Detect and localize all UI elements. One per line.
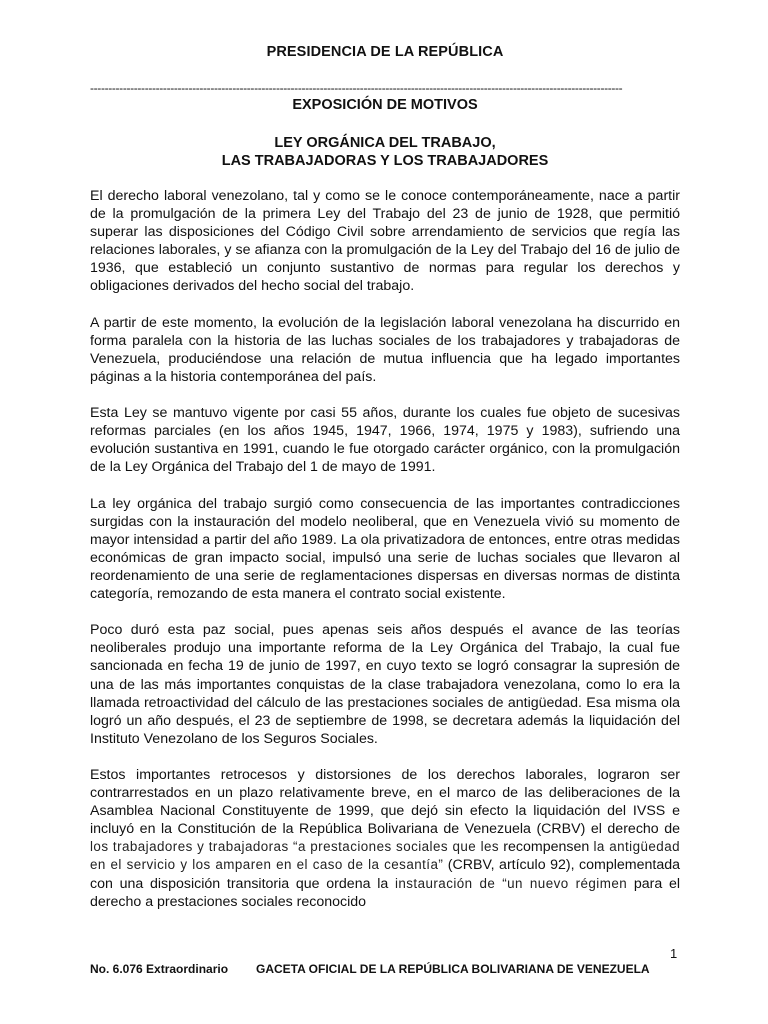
law-title-line-2: LAS TRABAJADORAS Y LOS TRABAJADORES xyxy=(221,153,549,169)
paragraph-1: El derecho laboral venezolano, tal y como se le conoce contemporáneamente, nace a partir de la promulgación de la primera Ley del Trabajo del 23 de junio de 1928, que permitió superar las disposiciones del Código Civil sobre arrendamiento de servicios que regía las relaciones laborales, y se afianza con la promulgación de la Ley del Trabajo del 16 de julio de 1936, que estableció un conjunto sustantivo de normas para regular los derechos y obligaciones derivados del hecho social del trabajo. xyxy=(90,188,680,295)
paragraph-6-part-a: Estos importantes retrocesos y distorsiones de los derechos laborales, lograron ser contrarrestados en un plazo relativamente breve, en el marco de las deliberaciones de la Asamblea Nacional Constituyente de 1999, que dejó sin efecto la liquidación del IVSS e incluyó en la Constitución de la República Bolivariana de Venezuela (CRBV) el derecho de xyxy=(90,767,680,838)
paragraph-6-quote-1: los trabajadores y trabajadoras “a prestaciones sociales que les xyxy=(90,839,500,855)
header-title: PRESIDENCIA DE LA REPÚBLICA xyxy=(266,44,504,60)
page-number: 1 xyxy=(670,946,678,961)
paragraph-5: Poco duró esta paz social, pues apenas seis años después el avance de las teorías neoliberales produjo una importante reforma de la Ley Orgánica del Trabajo, la cual fue sancionada en fecha 19 de junio de 1997, en cuyo texto se logró consagrar la supresión de una de las más importantes conquistas de la clase trabajadora venezolana, como lo era la llamada retroactividad del cálculo de las prestaciones sociales de antigüedad. Esa misma ola logró un año después, el 23 de septiembre de 1998, se decretara además la liquidación del Instituto Venezolano de los Seguros Sociales. xyxy=(90,622,680,747)
paragraph-2: A partir de este momento, la evolución de la legislación laboral venezolana ha discurrido en forma paralela con la historia de las luchas sociales de los trabajadores y trabajadoras de Venezuela, produciéndose una relación de mutua influencia que ha legado importantes páginas a la historia contemporánea del país. xyxy=(90,314,680,385)
paragraph-3: Esta Ley se mantuvo vigente por casi 55 años, durante los cuales fue objeto de sucesivas reformas parciales (en los años 1945, 1947, 1966, 1974, 1975 y 1983), sufriendo una evolución sustantiva en 1991, cuando le fue otorgado carácter orgánico, con la promulgación de la Ley Orgánica del Trabajo del 1 de mayo de 1991. xyxy=(90,405,680,476)
paragraph-6-part-e: (CRBV, artículo 92), complementada con una disposición transitoria que ordena la xyxy=(90,857,680,892)
paragraph-6-quote-3: instauración de “un nuevo régimen xyxy=(394,875,628,891)
footer-gazette-title: GACETA OFICIAL DE LA REPÚBLICA BOLIVARIANA DE VENEZUELA xyxy=(256,962,650,976)
dashed-divider: -------------------------------------------------------------------------------------------------------------------------------------------------- xyxy=(90,82,623,94)
paragraph-4: La ley orgánica del trabajo surgió como consecuencia de las importantes contradicciones surgidas con la instauración del modelo neoliberal, que en Venezuela vivió su momento de mayor intensidad a partir del año 1989. La ola privatizadora de entonces, entre otras medidas económicas de gran impacto social, impulsó una serie de luchas sociales que llevaron al reordenamiento de una serie de reglamentaciones dispersas en diversas normas de distinta categoría, remozando de esta manera el contrato social existente. xyxy=(90,495,680,603)
law-title xyxy=(90,134,680,170)
paragraph-6 xyxy=(90,766,680,911)
law-title-line-1: LEY ORGÁNICA DEL TRABAJO, xyxy=(274,135,496,151)
paragraph-6-part-g: para el derecho a prestaciones sociales reconocido xyxy=(90,875,680,910)
footer-issue-number: No. 6.076 Extraordinario xyxy=(90,962,229,976)
body-text xyxy=(90,187,680,929)
paragraph-6-part-c: recompensen xyxy=(499,839,594,856)
section-title: EXPOSICIÓN DE MOTIVOS xyxy=(292,97,478,113)
footer xyxy=(90,962,680,976)
paragraph-6-quote-2: la antigüedad en el servicio y los amparen en el caso de la cesantía” xyxy=(90,839,680,873)
